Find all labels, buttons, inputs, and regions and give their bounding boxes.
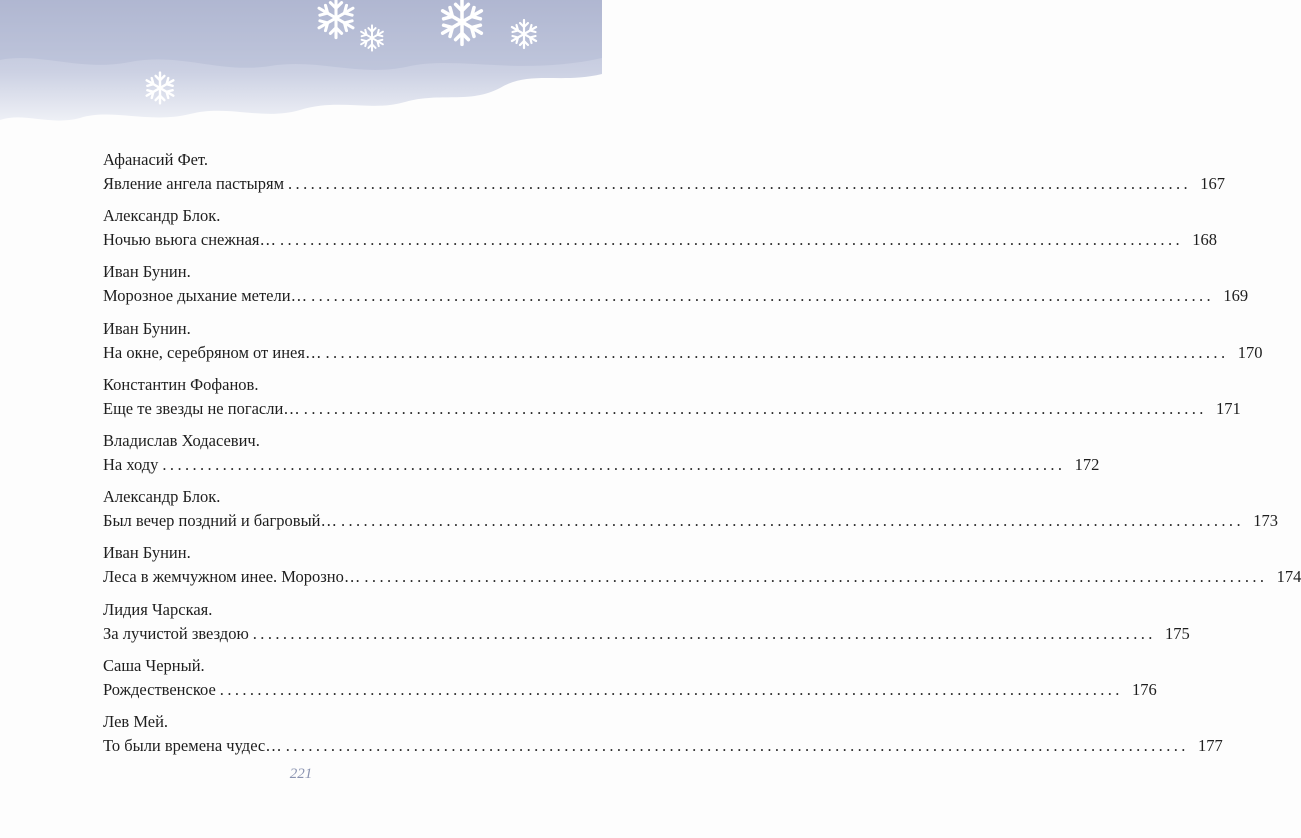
toc-entry — [103, 711, 1223, 767]
toc-row — [103, 342, 1263, 364]
dot-leader: ........................................................................................................................ — [303, 398, 1207, 418]
toc-title: Морозное дыхание метели… — [103, 286, 308, 306]
toc-row — [103, 566, 1301, 588]
toc-row — [103, 735, 1223, 757]
toc-entry — [103, 430, 1100, 486]
toc-author: Лидия Чарская. — [103, 599, 213, 619]
toc-entry — [103, 318, 1263, 374]
toc-row — [103, 679, 1157, 701]
dot-leader: ........................................................................................................................ — [311, 286, 1215, 306]
toc-entry — [103, 261, 1249, 317]
dot-leader: ........................................................................................................................ — [219, 679, 1123, 699]
toc-entry — [103, 486, 1278, 542]
toc-author: Константин Фофанов. — [103, 374, 259, 394]
toc-row — [103, 229, 1217, 251]
page-number: 221 — [289, 766, 313, 782]
toc-title: Ночью вьюга снежная… — [103, 230, 276, 250]
toc-title: За лучистой звездою — [103, 623, 249, 643]
header-watercolor-decoration — [0, 0, 602, 140]
dot-leader: ........................................................................................................................ — [285, 735, 1189, 755]
toc-author: Владислав Ходасевич. — [103, 430, 260, 450]
dot-leader: ........................................................................................................................ — [364, 567, 1268, 587]
toc-row — [103, 398, 1241, 420]
toc-author: Саша Черный. — [103, 655, 205, 675]
toc-author: Иван Бунин. — [103, 318, 191, 338]
dot-leader: ........................................................................................................................ — [252, 623, 1156, 643]
toc-title: На ходу — [103, 454, 159, 474]
toc-page-number: 174 — [1276, 567, 1301, 587]
toc-title: Леса в жемчужном инее. Морозно… — [103, 567, 361, 587]
toc-entry — [103, 149, 1226, 205]
toc-row — [103, 623, 1190, 645]
toc-row — [103, 510, 1278, 532]
toc-title: Явление ангела пастырям — [103, 174, 285, 193]
toc-entry — [103, 374, 1241, 430]
dot-leader: ........................................................................................................................ — [280, 230, 1183, 250]
toc-author: Афанасий Фет. — [103, 150, 209, 169]
dot-leader: ........................................................................................................................ — [162, 454, 1066, 474]
toc-title: Был вечер поздний и багровый… — [103, 511, 337, 531]
toc-row — [103, 454, 1100, 476]
toc-page-number: 177 — [1198, 735, 1223, 755]
toc-page-number: 169 — [1223, 286, 1249, 306]
toc-row — [103, 285, 1249, 307]
toc-entry — [103, 542, 1301, 598]
toc-page-number: 176 — [1132, 679, 1157, 699]
toc-page-number: 171 — [1216, 398, 1241, 418]
dot-leader: ........................................................................................................................ — [325, 342, 1229, 362]
toc-title: На окне, серебряном от инея… — [103, 342, 322, 362]
toc-author: Лев Мей. — [103, 711, 169, 731]
toc-page-number: 172 — [1074, 454, 1100, 474]
toc-title: То были времена чудес… — [103, 735, 282, 755]
toc-page-number: 173 — [1253, 511, 1278, 531]
toc-author: Александр Блок. — [103, 206, 221, 226]
toc-page-number: 170 — [1237, 342, 1263, 362]
toc-page-number: 175 — [1165, 623, 1190, 643]
toc-title: Рождественское — [103, 679, 216, 699]
toc-entry — [103, 205, 1217, 261]
toc-page-number: 167 — [1200, 174, 1226, 193]
toc-row — [103, 173, 1226, 195]
toc-entry — [103, 599, 1190, 655]
toc-author: Александр Блок. — [103, 487, 221, 507]
dot-leader: ........................................................................................................................ — [340, 511, 1244, 531]
toc-author: Иван Бунин. — [103, 543, 191, 563]
toc-title: Еще те звезды не погасли… — [103, 398, 300, 418]
toc-author: Иван Бунин. — [103, 262, 191, 282]
toc-entry — [103, 655, 1157, 711]
toc-page-number: 168 — [1192, 230, 1217, 250]
dot-leader: ........................................................................................................................ — [288, 174, 1192, 193]
table-of-contents — [103, 149, 1301, 767]
